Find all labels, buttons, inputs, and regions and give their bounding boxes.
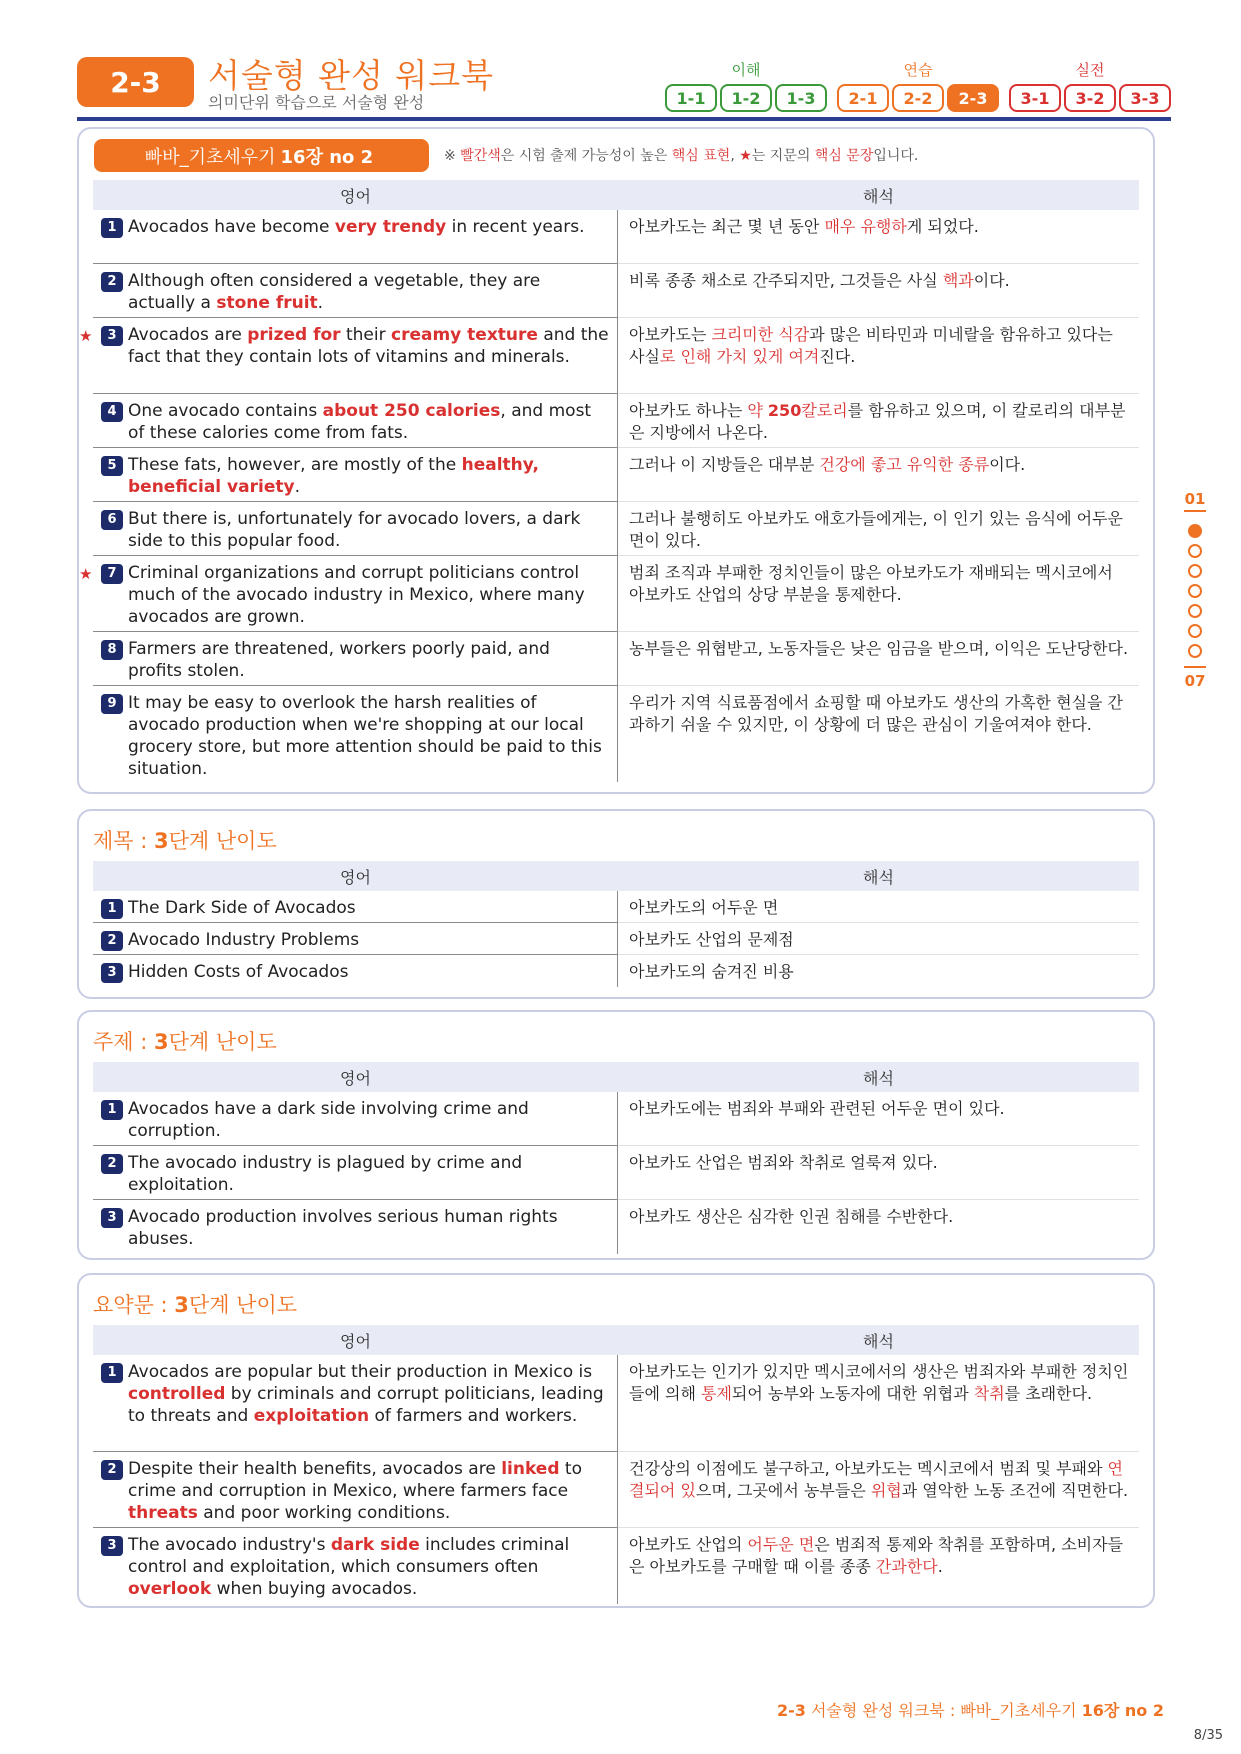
table-row	[79, 318, 1139, 394]
key-sentence-star-icon: ★	[79, 565, 93, 583]
step-3-1[interactable]: 3-1	[1009, 84, 1061, 112]
step-1-1[interactable]: 1-1	[665, 84, 717, 112]
table-row	[93, 1355, 1139, 1452]
english-sentence: 1 The Dark Side of Avocados	[93, 891, 618, 923]
progress-dot[interactable]	[1188, 584, 1202, 598]
page-title: 서술형 완성 워크북	[208, 56, 495, 95]
summary-card	[77, 1273, 1155, 1608]
progress-dot[interactable]	[1188, 624, 1202, 638]
progress-dot[interactable]	[1188, 544, 1202, 558]
table-row	[93, 1452, 1139, 1528]
source-badge	[94, 139, 429, 172]
korean-translation: 아보카도는 인기가 있지만 멕시코에서의 생산은 범죄자와 부패한 정치인들에 의해 통제되어 농부와 노동자에 대한 위협과 착취를 초래한다.	[618, 1355, 1139, 1452]
progress-dot[interactable]	[1188, 564, 1202, 578]
source-name: 빠바_기초세우기	[144, 146, 276, 168]
sentence-number: 2	[101, 272, 123, 292]
step-2-1[interactable]: 2-1	[837, 84, 889, 112]
step-2-2[interactable]: 2-2	[892, 84, 944, 112]
korean-translation: 그러나 불행히도 아보카도 애호가들에게는, 이 인기 있는 음식에 어두운 면이 있다.	[618, 502, 1139, 556]
section-heading: 제목 : 3단계 난이도	[93, 829, 277, 853]
table-row	[93, 1528, 1139, 1604]
progress-sidebar	[1180, 490, 1210, 710]
table-header	[93, 1325, 1139, 1355]
korean-translation: 우리가 지역 식료품점에서 쇼핑할 때 아보카도 생산의 가혹한 현실을 간과하기 쉬울 수 있지만, 이 상황에 더 많은 관심이 기울여져야 한다.	[629, 693, 1123, 734]
theme-table	[93, 1062, 1139, 1254]
column-header-english: 영어	[340, 1068, 371, 1088]
source-chapter: 16장 no 2	[280, 146, 374, 168]
korean-translation: 농부들은 위협받고, 노동자들은 낮은 임금을 받으며, 이익은 도난당한다.	[618, 632, 1139, 686]
step-group-label: 실전	[1075, 61, 1105, 79]
section-heading: 주제 : 3단계 난이도	[93, 1030, 277, 1054]
table-row	[93, 955, 1139, 987]
table-row	[93, 686, 1139, 782]
korean-translation: 아보카도의 숨겨진 비용	[629, 962, 794, 981]
english-sentence: ★ 7 Criminal organizations and corrupt politicians control much of the avocado industry in Mexico, where many avocados are grown.	[93, 556, 618, 632]
sentence-number: 2	[101, 931, 123, 951]
summary-table	[93, 1325, 1139, 1604]
sentence-number: 1	[101, 218, 123, 238]
table-row	[93, 502, 1139, 556]
english-sentence: 2 Avocado Industry Problems	[93, 923, 618, 955]
korean-translation: 그러나 이 지방들은 대부분 건강에 좋고 유익한 종류이다.	[618, 448, 1139, 502]
sentence-number: 7	[101, 564, 123, 584]
column-header-english: 영어	[340, 867, 371, 887]
english-sentence: 6 But there is, unfortunately for avocado lovers, a dark side to this popular food.	[93, 502, 618, 556]
step-3-3[interactable]: 3-3	[1119, 84, 1171, 112]
column-header-korean: 해석	[863, 867, 894, 887]
sentence-number: 4	[101, 402, 123, 422]
column-header-english: 영어	[340, 1331, 371, 1351]
english-sentence: 9 It may be easy to overlook the harsh realities of avocado production when we're shopping at our local grocery store, but more attention should be paid to this situation.	[93, 686, 618, 782]
korean-translation: 비록 종종 채소로 간주되지만, 그것들은 사실 핵과이다.	[618, 264, 1139, 318]
english-sentence: 2 Despite their health benefits, avocados are linked to crime and corruption in Mexico, where farmers face threats and poor working conditions.	[93, 1452, 618, 1528]
sidebar-start-label: 01	[1184, 490, 1206, 508]
column-header-korean: 해석	[863, 1068, 894, 1088]
korean-translation: 아보카도의 어두운 면	[618, 891, 1139, 923]
page-header	[77, 50, 1171, 122]
english-sentence: 1 Avocados have become very trendy in recent years.	[93, 210, 618, 264]
table-row	[93, 448, 1139, 502]
sentence-number: 3	[101, 1536, 123, 1556]
title-card	[77, 809, 1155, 999]
sentence-number: 3	[101, 963, 123, 983]
table-row	[93, 923, 1139, 955]
theme-card	[77, 1010, 1155, 1260]
english-sentence: 2 Although often considered a vegetable, they are actually a stone fruit.	[93, 264, 618, 318]
table-row	[93, 632, 1139, 686]
step-2-3-active[interactable]: 2-3	[947, 84, 999, 112]
sentence-number: 2	[101, 1460, 123, 1480]
table-row	[93, 264, 1139, 318]
page-number: 8/35	[1193, 1728, 1223, 1743]
sentence-number: 1	[101, 899, 123, 919]
step-group-label: 이해	[731, 61, 761, 79]
english-sentence: 2 The avocado industry is plagued by crime and exploitation.	[93, 1146, 618, 1200]
sentence-number: 1	[101, 1100, 123, 1120]
step-1-3[interactable]: 1-3	[775, 84, 827, 112]
progress-dot[interactable]	[1188, 644, 1202, 658]
key-sentence-star-icon: ★	[79, 327, 93, 345]
table-header	[93, 861, 1139, 891]
table-header	[93, 1062, 1139, 1092]
table-row	[79, 556, 1139, 632]
korean-translation: 아보카도에는 범죄와 부패와 관련된 어두운 면이 있다.	[618, 1092, 1139, 1146]
english-sentence: 1 Avocados have a dark side involving crime and corruption.	[93, 1092, 618, 1146]
sentence-number: 3	[101, 326, 123, 346]
table-row	[93, 891, 1139, 923]
header-divider	[77, 117, 1171, 121]
column-header-english: 영어	[340, 186, 371, 206]
sidebar-tick	[1184, 510, 1206, 512]
sentence-number: 6	[101, 510, 123, 530]
page-subtitle: 의미단위 학습으로 서술형 완성	[208, 93, 425, 112]
english-sentence: 5 These fats, however, are mostly of the healthy, beneficial variety.	[93, 448, 618, 502]
table-row	[93, 1092, 1139, 1146]
sentence-number: 2	[101, 1154, 123, 1174]
sidebar-end-label: 07	[1184, 672, 1206, 690]
table-row	[93, 1146, 1139, 1200]
korean-translation: 건강상의 이점에도 불구하고, 아보카도는 멕시코에서 범죄 및 부패와 연결되어 있으며, 그곳에서 농부들은 위협과 열악한 노동 조건에 직면한다.	[618, 1452, 1139, 1528]
step-3-2[interactable]: 3-2	[1064, 84, 1116, 112]
sentence-number: 3	[101, 1208, 123, 1228]
passage-card	[77, 127, 1155, 794]
english-sentence: 1 Avocados are popular but their production in Mexico is controlled by criminals and corrupt politicians, leading to threats and exploitation of farmers and workers.	[93, 1355, 618, 1452]
table-header	[93, 180, 1139, 210]
sentence-number: 8	[101, 640, 123, 660]
sidebar-tick	[1184, 666, 1206, 668]
sentence-number: 1	[101, 1363, 123, 1383]
progress-dot[interactable]	[1188, 604, 1202, 618]
korean-translation: 아보카도 산업의 어두운 면은 범죄적 통제와 착취를 포함하며, 소비자들은 아보카도를 구매할 때 이를 종종 간과한다.	[629, 1535, 1124, 1576]
korean-translation: 아보카도 산업은 범죄와 착취로 얼룩져 있다.	[618, 1146, 1139, 1200]
english-sentence: ★ 3 Avocados are prized for their creamy texture and the fact that they contain lots of vitamins and minerals.	[93, 318, 618, 394]
step-group-label: 연습	[903, 61, 933, 79]
section-heading: 요약문 : 3단계 난이도	[93, 1293, 298, 1317]
sentence-number: 5	[101, 456, 123, 476]
korean-translation: 아보카도는 크리미한 식감과 많은 비타민과 미네랄을 함유하고 있다는 사실로 인해 가치 있게 여겨진다.	[618, 318, 1139, 394]
title-table	[93, 861, 1139, 987]
korean-translation: 아보카도 생산은 심각한 인권 침해를 수반한다.	[629, 1207, 954, 1226]
column-header-korean: 해석	[863, 1331, 894, 1351]
korean-translation: 범죄 조직과 부패한 정치인들이 많은 아보카도가 재배되는 멕시코에서 아보카도 산업의 상당 부분을 통제한다.	[618, 556, 1139, 632]
step-1-2[interactable]: 1-2	[720, 84, 772, 112]
english-sentence: 3 The avocado industry's dark side includes criminal control and exploitation, which consumers often overlook when buying avocados.	[93, 1528, 618, 1604]
column-header-korean: 해석	[863, 186, 894, 206]
sentence-number: 9	[101, 694, 123, 714]
legend-notice: ※ 빨간색은 시험 출제 가능성이 높은 핵심 표현, ★는 지문의 핵심 문장입니다.	[444, 148, 919, 164]
korean-translation: 아보카도는 최근 몇 년 동안 매우 유행하게 되었다.	[618, 210, 1139, 264]
table-row	[93, 210, 1139, 264]
english-sentence: 3 Hidden Costs of Avocados	[93, 955, 618, 987]
english-sentence: 3 Avocado production involves serious human rights abuses.	[93, 1200, 618, 1254]
table-row	[93, 394, 1139, 448]
unit-badge: 2-3	[77, 57, 194, 107]
table-row	[93, 1200, 1139, 1254]
step-navigation	[665, 59, 1171, 114]
korean-translation: 아보카도 산업의 문제점	[618, 923, 1139, 955]
passage-table	[79, 180, 1139, 782]
english-sentence: 8 Farmers are threatened, workers poorly paid, and profits stolen.	[93, 632, 618, 686]
english-sentence: 4 One avocado contains about 250 calories, and most of these calories come from fats.	[93, 394, 618, 448]
page-footer: 2-3 서술형 완성 워크북 : 빠바_기초세우기 16장 no 2	[776, 1701, 1164, 1720]
progress-dot-active[interactable]	[1188, 524, 1202, 538]
korean-translation: 아보카도 하나는 약 250칼로리를 함유하고 있으며, 이 칼로리의 대부분은 지방에서 나온다.	[618, 394, 1139, 448]
